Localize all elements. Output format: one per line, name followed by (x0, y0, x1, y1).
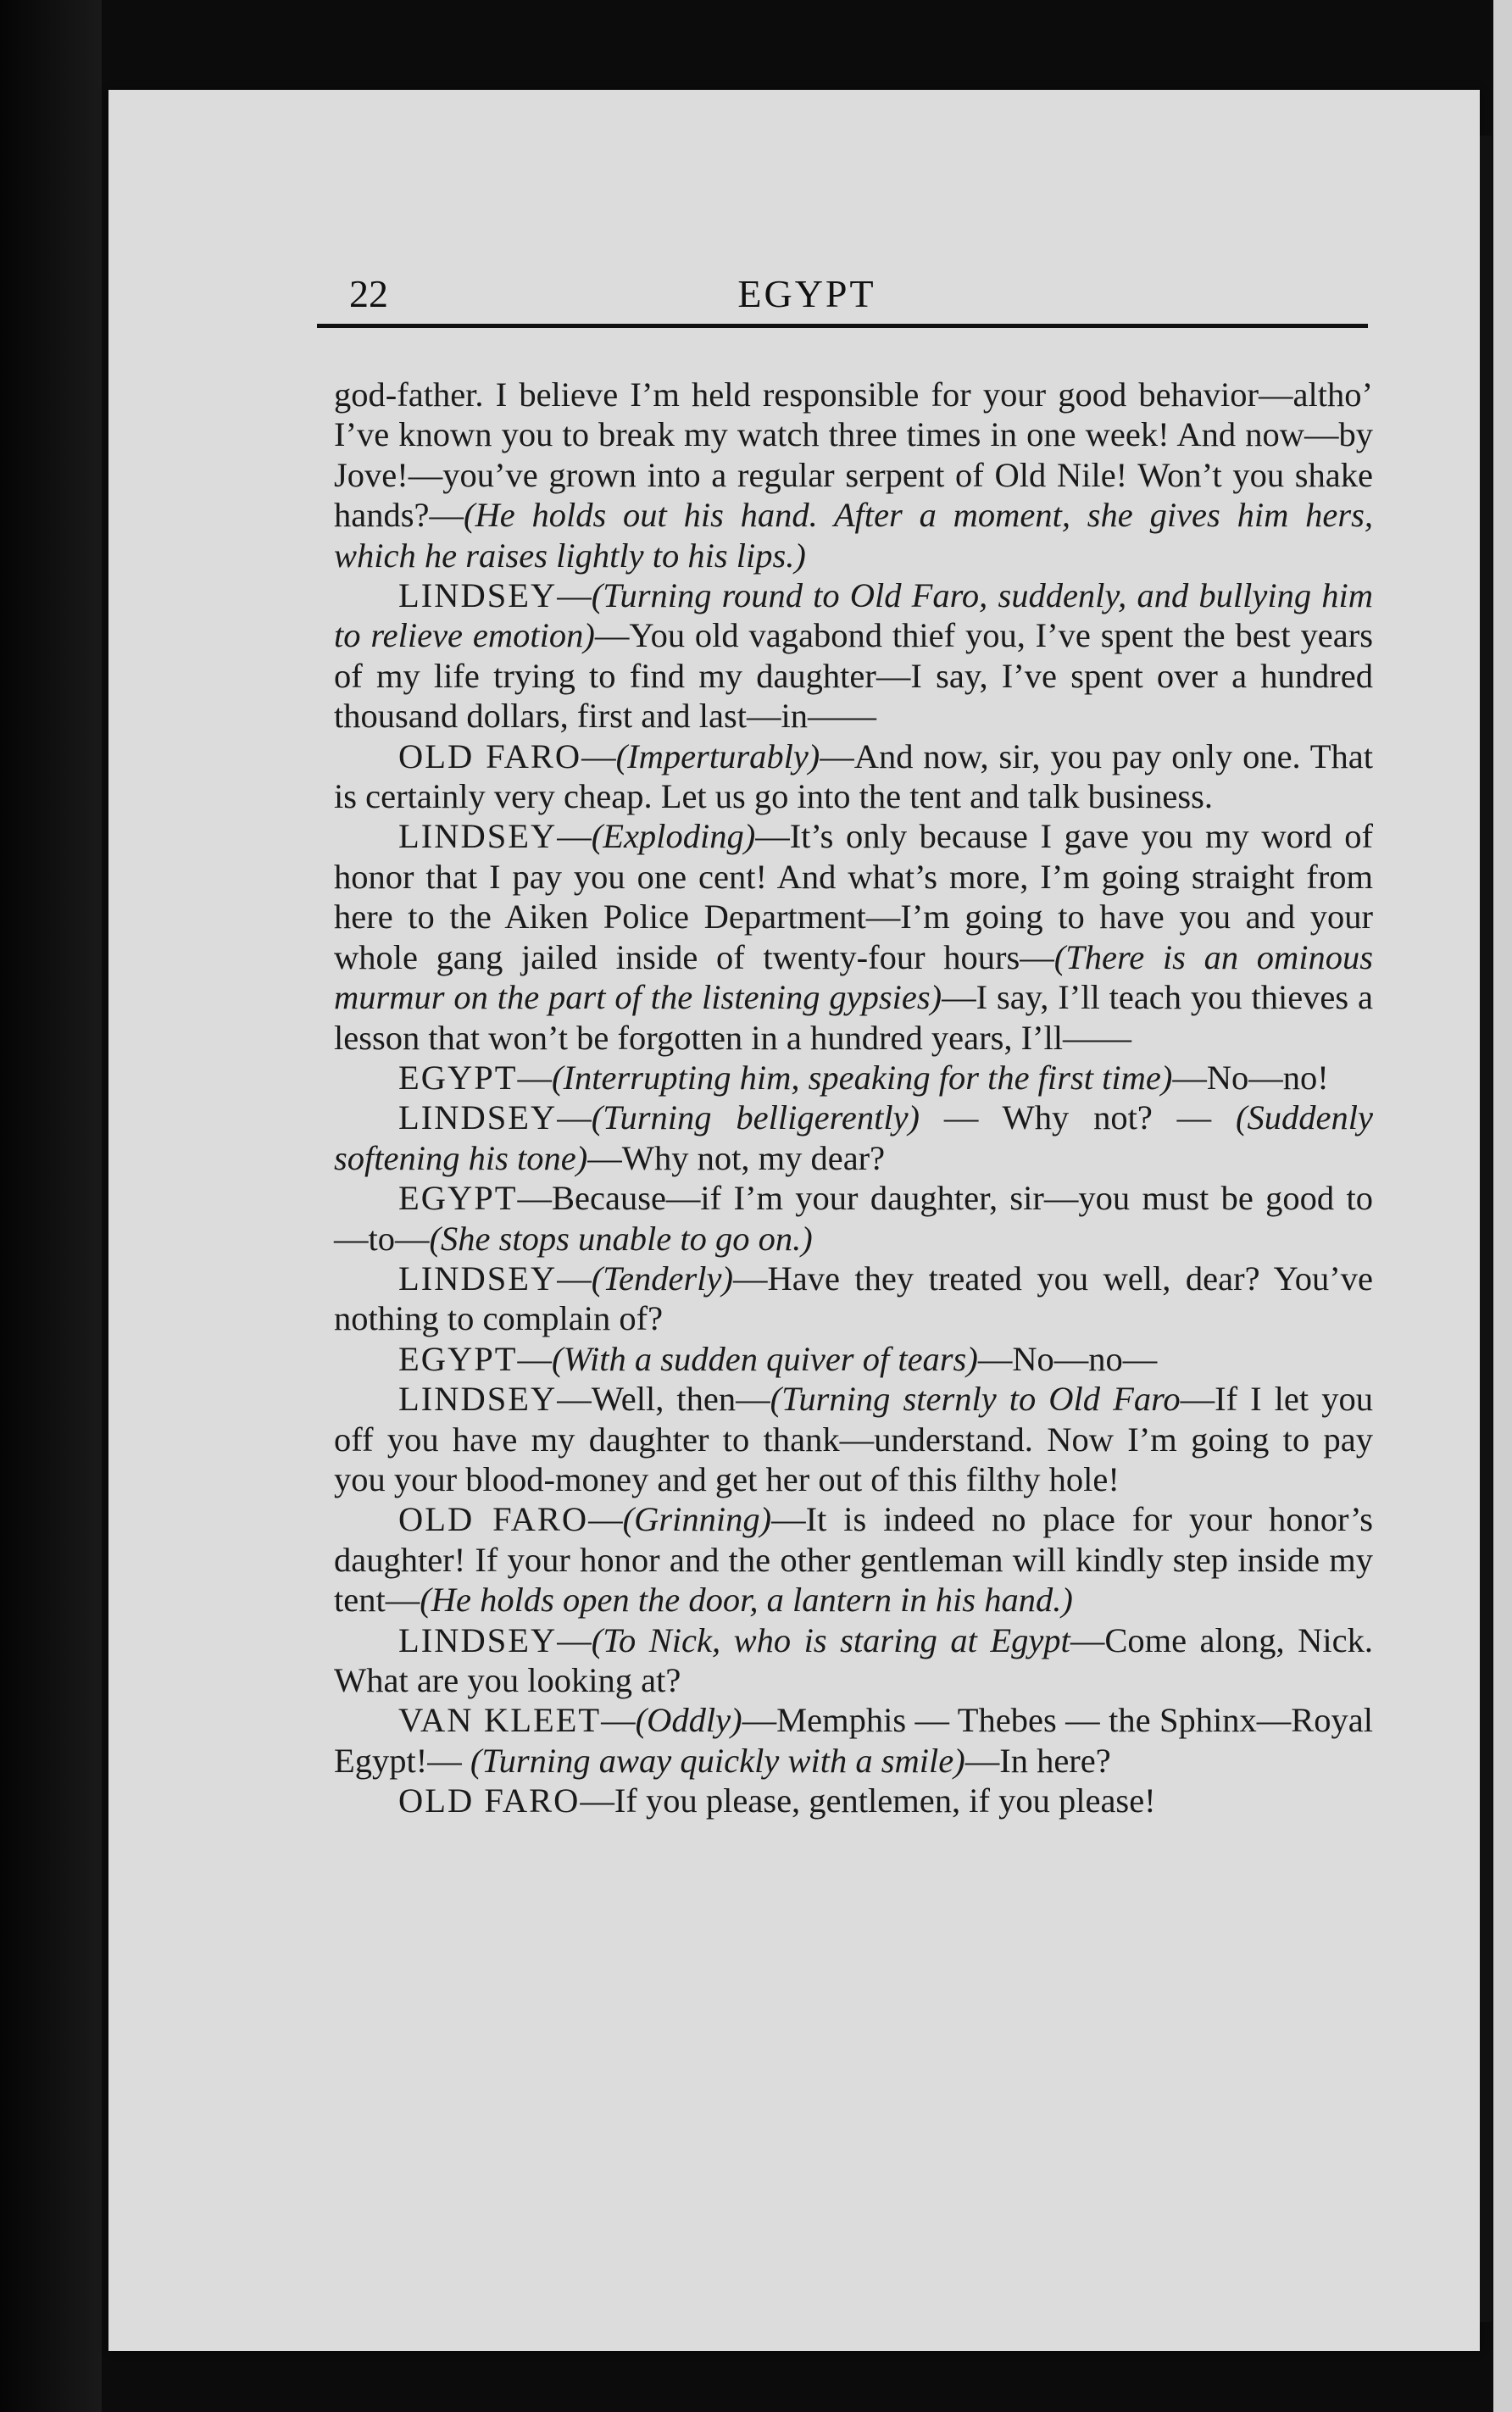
stage-direction: (Turning belligerently) (591, 1098, 920, 1137)
dialogue-text: — (601, 1701, 636, 1740)
dialogue-text: — (557, 817, 592, 856)
stage-direction: (Tenderly) (591, 1259, 733, 1298)
dialogue-text: —No—no! (1172, 1058, 1329, 1097)
dialogue-paragraph (334, 1259, 1373, 1339)
running-title: EGYPT (737, 272, 876, 315)
speaker-name: VAN KLEET (398, 1701, 602, 1740)
dialogue-text: — (557, 1620, 592, 1659)
dialogue-text: —Because—if I’m your daughter, sir—you must be good to—to— (334, 1179, 1373, 1258)
scan-background-right (1493, 0, 1512, 2412)
stage-direction: (He holds out his hand. After a moment, she gives him hers, which he raises lightly to his lips.) (334, 496, 1373, 575)
speaker-name: OLD FARO (398, 1500, 589, 1539)
dialogue-paragraph (334, 1178, 1373, 1259)
dialogue-text: —In here? (964, 1741, 1111, 1780)
dialogue-text: —Come along, Nick. What are you looking at? (334, 1620, 1373, 1699)
dialogue-text: —Well, then— (557, 1380, 770, 1419)
stage-direction: (Turning away quickly with a smile) (470, 1741, 965, 1780)
speaker-name: OLD FARO (398, 1781, 581, 1820)
stage-direction: (Interrupting him, speaking for the first time) (552, 1058, 1173, 1097)
dialogue-paragraph (334, 1058, 1373, 1098)
dialogue-text: —It’s only because I gave you my word of honor that I pay you one cent! And what’s more, I’m going straight from here to the Aiken Police Department—I’m going to have you and your whole gang jailed inside of twenty-four hours— (334, 817, 1373, 976)
speaker-name: EGYPT (398, 1179, 518, 1218)
dialogue-text: god-father. I believe I’m held responsible for your good behavior—altho’ I’ve known you to break my watch three times in one week! And now—by Jove!—you’ve grown into a regular serpent of Old Nile! Won’t you shake hands?— (334, 375, 1373, 535)
dialogue-paragraph (334, 1620, 1373, 1701)
speaker-name: LINDSEY (398, 576, 558, 615)
dialogue-paragraph (334, 1781, 1373, 1820)
play-text (334, 375, 1373, 1821)
dialogue-text: —No—no— (977, 1339, 1158, 1378)
dialogue-paragraph (334, 1700, 1373, 1781)
speaker-name: LINDSEY (398, 1259, 558, 1298)
stage-direction: (To Nick, who is staring at Egypt (591, 1620, 1070, 1659)
speaker-name: LINDSEY (398, 817, 558, 856)
dialogue-text: — (581, 736, 616, 775)
dialogue-text: —If you please, gentlemen, if you please! (580, 1781, 1156, 1820)
dialogue-paragraph (334, 816, 1373, 1057)
dialogue-text: —You old vagabond thief you, I’ve spent the best years of my life trying to find my daughter—I say, I’ve spent over a hundred thousand dollars, first and last—in—— (334, 616, 1373, 736)
speaker-name: LINDSEY (398, 1098, 558, 1137)
stage-direction: (Imperturably) (615, 736, 820, 775)
dialogue-text: —Have they treated you well, dear? You’ve nothing to complain of? (334, 1259, 1373, 1338)
dialogue-paragraph (334, 1098, 1373, 1178)
dialogue-paragraph (334, 1499, 1373, 1620)
dialogue-text: —And now, sir, you pay only one. That is certainly very cheap. Let us go into the tent and talk business. (334, 736, 1373, 816)
stage-direction: (There is an ominous murmur on the part of the listening gypsies) (334, 937, 1374, 1017)
stage-direction: (Grinning) (622, 1500, 772, 1539)
stage-direction: (He holds open the door, a lantern in his hand.) (420, 1581, 1073, 1620)
dialogue-text: —Why not, my dear? (587, 1138, 886, 1177)
stage-direction: (Exploding) (591, 817, 756, 856)
page-gutter-shadow (1480, 136, 1492, 2322)
stage-direction: (Suddenly softening his tone) (334, 1098, 1373, 1177)
dialogue-text: —Memphis — Thebes — the Sphinx—Royal Egypt!— (334, 1701, 1374, 1780)
page-number: 22 (349, 272, 388, 315)
dialogue-paragraph (334, 1339, 1373, 1379)
speaker-name: EGYPT (398, 1339, 518, 1378)
speaker-name: LINDSEY (398, 1380, 558, 1419)
dialogue-text: — (588, 1500, 623, 1539)
dialogue-paragraph (334, 375, 1373, 575)
dialogue-text: — Why not? — (920, 1098, 1237, 1137)
dialogue-text: —I say, I’ll teach you thieves a lesson that won’t be forgotten in a hundred years, I’ll—— (334, 978, 1373, 1057)
dialogue-text: — (557, 1098, 592, 1137)
header-rule (317, 324, 1368, 328)
stage-direction: (Turning sternly to Old Faro (770, 1380, 1181, 1419)
stage-direction: (She stops unable to go on.) (429, 1219, 813, 1258)
dialogue-text: — (517, 1058, 552, 1097)
stage-direction: (Turning round to Old Faro, suddenly, and bullying him to relieve emotion) (334, 576, 1373, 655)
scan-background-left (0, 0, 102, 2412)
speaker-name: OLD FARO (398, 736, 582, 775)
speaker-name: EGYPT (398, 1058, 518, 1097)
stage-direction: (With a sudden quiver of tears) (552, 1339, 978, 1378)
stage-direction: (Oddly) (635, 1701, 742, 1740)
page-header (247, 271, 1366, 322)
dialogue-text: — (557, 576, 592, 615)
speaker-name: LINDSEY (398, 1620, 558, 1659)
dialogue-paragraph (334, 575, 1373, 736)
dialogue-paragraph (334, 1379, 1373, 1499)
dialogue-text: —If I let you off you have my daughter to thank—understand. Now I’m going to pay you your blood-money and get her out of this filthy hole! (334, 1380, 1373, 1498)
dialogue-paragraph (334, 736, 1373, 817)
dialogue-text: — (557, 1259, 592, 1298)
dialogue-text: — (517, 1339, 552, 1378)
dialogue-text: —It is indeed no place for your honor’s daughter! If your honor and the other gentleman will kindly step inside my tent— (334, 1500, 1373, 1620)
